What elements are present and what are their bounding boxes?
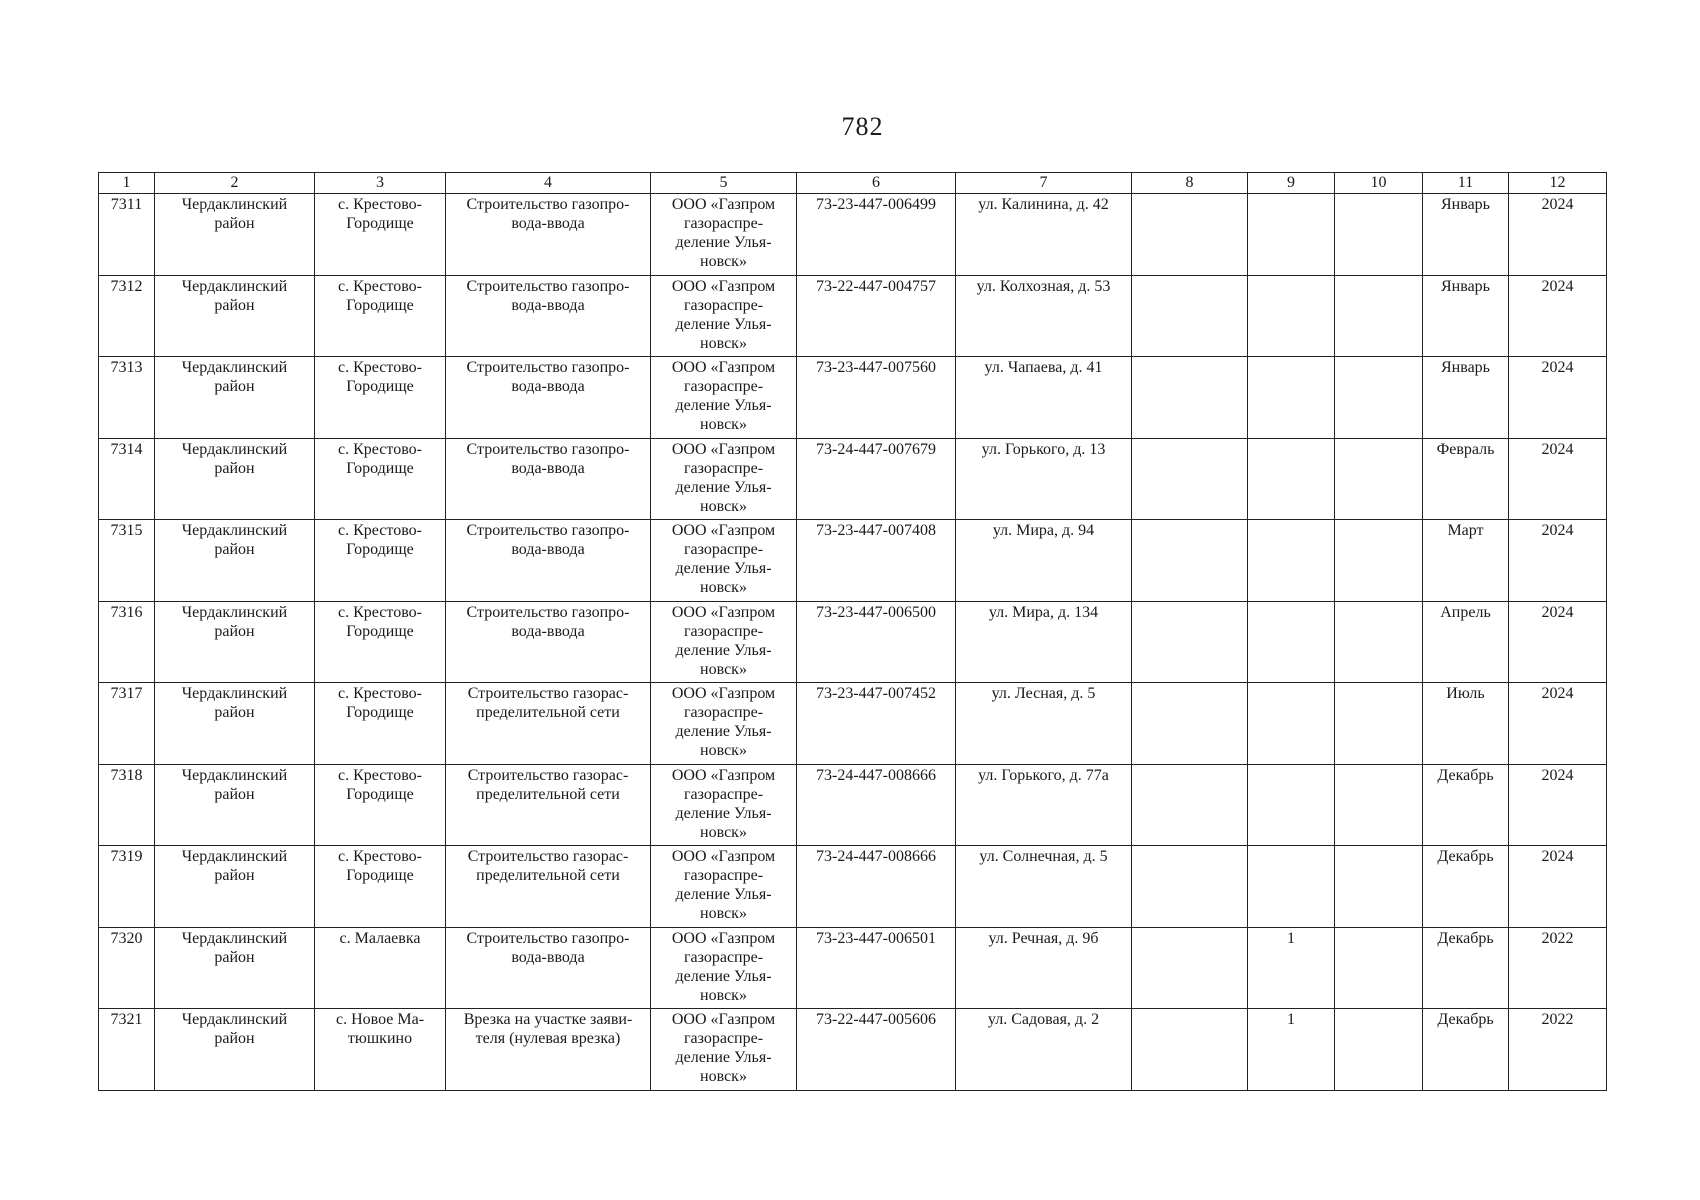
- organization-cell: ООО «Газпром газораспре- деление Улья- новск»: [651, 1009, 797, 1091]
- column-8-cell: [1132, 683, 1248, 765]
- column-header-10: 10: [1335, 173, 1423, 194]
- column-9-cell: [1248, 275, 1335, 357]
- organization-cell: ООО «Газпром газораспре- деление Улья- новск»: [651, 275, 797, 357]
- row-number: 7314: [99, 438, 155, 520]
- column-8-cell: [1132, 927, 1248, 1009]
- column-9-cell: [1248, 438, 1335, 520]
- year-cell: 2024: [1509, 357, 1607, 439]
- year-cell: 2024: [1509, 601, 1607, 683]
- month-cell: Декабрь: [1423, 846, 1509, 928]
- year-cell: 2024: [1509, 764, 1607, 846]
- column-8-cell: [1132, 846, 1248, 928]
- column-10-cell: [1335, 1009, 1423, 1091]
- column-9-cell: [1248, 357, 1335, 439]
- object-code-cell: 73-22-447-004757: [797, 275, 956, 357]
- column-10-cell: [1335, 438, 1423, 520]
- district-cell: Чердаклинский район: [155, 357, 315, 439]
- settlement-cell: с. Крестово- Городище: [315, 683, 446, 765]
- row-number: 7319: [99, 846, 155, 928]
- district-cell: Чердаклинский район: [155, 601, 315, 683]
- settlement-cell: с. Крестово- Городище: [315, 357, 446, 439]
- address-cell: ул. Горького, д. 77а: [956, 764, 1132, 846]
- table-row: [99, 601, 1607, 683]
- organization-cell: ООО «Газпром газораспре- деление Улья- новск»: [651, 764, 797, 846]
- table-row: [99, 764, 1607, 846]
- address-cell: ул. Чапаева, д. 41: [956, 357, 1132, 439]
- row-number: 7313: [99, 357, 155, 439]
- column-header-9: 9: [1248, 173, 1335, 194]
- address-cell: ул. Калинина, д. 42: [956, 194, 1132, 276]
- row-number: 7312: [99, 275, 155, 357]
- year-cell: 2024: [1509, 275, 1607, 357]
- column-10-cell: [1335, 275, 1423, 357]
- row-number: 7320: [99, 927, 155, 1009]
- district-cell: Чердаклинский район: [155, 846, 315, 928]
- table-row: [99, 846, 1607, 928]
- object-code-cell: 73-24-447-007679: [797, 438, 956, 520]
- table-row: [99, 275, 1607, 357]
- table-row: [99, 1009, 1607, 1091]
- table-row: [99, 438, 1607, 520]
- object-code-cell: 73-23-447-006499: [797, 194, 956, 276]
- organization-cell: ООО «Газпром газораспре- деление Улья- новск»: [651, 194, 797, 276]
- column-10-cell: [1335, 601, 1423, 683]
- work-type-cell: Строительство газопро- вода-ввода: [446, 601, 651, 683]
- column-8-cell: [1132, 275, 1248, 357]
- column-8-cell: [1132, 520, 1248, 602]
- address-cell: ул. Мира, д. 94: [956, 520, 1132, 602]
- settlement-cell: с. Крестово- Городище: [315, 194, 446, 276]
- work-type-cell: Строительство газопро- вода-ввода: [446, 438, 651, 520]
- organization-cell: ООО «Газпром газораспре- деление Улья- новск»: [651, 683, 797, 765]
- column-header-7: 7: [956, 173, 1132, 194]
- district-cell: Чердаклинский район: [155, 438, 315, 520]
- table-row: [99, 357, 1607, 439]
- month-cell: Март: [1423, 520, 1509, 602]
- year-cell: 2022: [1509, 1009, 1607, 1091]
- column-10-cell: [1335, 520, 1423, 602]
- column-header-8: 8: [1132, 173, 1248, 194]
- column-8-cell: [1132, 357, 1248, 439]
- settlement-cell: с. Новое Ма- тюшкино: [315, 1009, 446, 1091]
- address-cell: ул. Мира, д. 134: [956, 601, 1132, 683]
- registry-table: [98, 172, 1607, 1091]
- row-number: 7316: [99, 601, 155, 683]
- table-row: [99, 520, 1607, 602]
- column-9-cell: 1: [1248, 927, 1335, 1009]
- object-code-cell: 73-23-447-007560: [797, 357, 956, 439]
- work-type-cell: Строительство газорас- пределительной сети: [446, 846, 651, 928]
- work-type-cell: Строительство газопро- вода-ввода: [446, 927, 651, 1009]
- column-header-4: 4: [446, 173, 651, 194]
- column-8-cell: [1132, 764, 1248, 846]
- district-cell: Чердаклинский район: [155, 275, 315, 357]
- table-body: [99, 194, 1607, 1091]
- table-row: [99, 683, 1607, 765]
- row-number: 7317: [99, 683, 155, 765]
- year-cell: 2022: [1509, 927, 1607, 1009]
- column-9-cell: [1248, 683, 1335, 765]
- month-cell: Июль: [1423, 683, 1509, 765]
- organization-cell: ООО «Газпром газораспре- деление Улья- новск»: [651, 846, 797, 928]
- organization-cell: ООО «Газпром газораспре- деление Улья- новск»: [651, 520, 797, 602]
- column-8-cell: [1132, 194, 1248, 276]
- column-9-cell: [1248, 194, 1335, 276]
- column-9-cell: [1248, 520, 1335, 602]
- column-header-11: 11: [1423, 173, 1509, 194]
- object-code-cell: 73-22-447-005606: [797, 1009, 956, 1091]
- row-number: 7318: [99, 764, 155, 846]
- district-cell: Чердаклинский район: [155, 1009, 315, 1091]
- column-9-cell: [1248, 601, 1335, 683]
- settlement-cell: с. Крестово- Городище: [315, 601, 446, 683]
- object-code-cell: 73-24-447-008666: [797, 846, 956, 928]
- organization-cell: ООО «Газпром газораспре- деление Улья- новск»: [651, 357, 797, 439]
- year-cell: 2024: [1509, 520, 1607, 602]
- column-10-cell: [1335, 764, 1423, 846]
- column-header-3: 3: [315, 173, 446, 194]
- month-cell: Декабрь: [1423, 1009, 1509, 1091]
- table-row: [99, 194, 1607, 276]
- page-number: 782: [841, 112, 884, 141]
- column-10-cell: [1335, 194, 1423, 276]
- year-cell: 2024: [1509, 846, 1607, 928]
- address-cell: ул. Горького, д. 13: [956, 438, 1132, 520]
- address-cell: ул. Речная, д. 9б: [956, 927, 1132, 1009]
- work-type-cell: Строительство газопро- вода-ввода: [446, 275, 651, 357]
- organization-cell: ООО «Газпром газораспре- деление Улья- новск»: [651, 927, 797, 1009]
- district-cell: Чердаклинский район: [155, 194, 315, 276]
- district-cell: Чердаклинский район: [155, 683, 315, 765]
- column-8-cell: [1132, 601, 1248, 683]
- column-10-cell: [1335, 846, 1423, 928]
- object-code-cell: 73-23-447-007452: [797, 683, 956, 765]
- column-header-6: 6: [797, 173, 956, 194]
- month-cell: Февраль: [1423, 438, 1509, 520]
- object-code-cell: 73-23-447-007408: [797, 520, 956, 602]
- column-10-cell: [1335, 683, 1423, 765]
- district-cell: Чердаклинский район: [155, 927, 315, 1009]
- column-header-12: 12: [1509, 173, 1607, 194]
- object-code-cell: 73-23-447-006501: [797, 927, 956, 1009]
- month-cell: Апрель: [1423, 601, 1509, 683]
- work-type-cell: Строительство газопро- вода-ввода: [446, 357, 651, 439]
- work-type-cell: Строительство газорас- пределительной сети: [446, 683, 651, 765]
- settlement-cell: с. Крестово- Городище: [315, 438, 446, 520]
- column-header-5: 5: [651, 173, 797, 194]
- organization-cell: ООО «Газпром газораспре- деление Улья- новск»: [651, 601, 797, 683]
- header-row: [99, 173, 1607, 194]
- work-type-cell: Строительство газопро- вода-ввода: [446, 194, 651, 276]
- month-cell: Декабрь: [1423, 927, 1509, 1009]
- object-code-cell: 73-23-447-006500: [797, 601, 956, 683]
- object-code-cell: 73-24-447-008666: [797, 764, 956, 846]
- district-cell: Чердаклинский район: [155, 520, 315, 602]
- work-type-cell: Строительство газопро- вода-ввода: [446, 520, 651, 602]
- column-8-cell: [1132, 438, 1248, 520]
- year-cell: 2024: [1509, 438, 1607, 520]
- settlement-cell: с. Крестово- Городище: [315, 520, 446, 602]
- column-9-cell: 1: [1248, 1009, 1335, 1091]
- address-cell: ул. Лесная, д. 5: [956, 683, 1132, 765]
- work-type-cell: Врезка на участке заяви- теля (нулевая врезка): [446, 1009, 651, 1091]
- column-9-cell: [1248, 764, 1335, 846]
- column-8-cell: [1132, 1009, 1248, 1091]
- row-number: 7315: [99, 520, 155, 602]
- table-row: [99, 927, 1607, 1009]
- month-cell: Январь: [1423, 194, 1509, 276]
- organization-cell: ООО «Газпром газораспре- деление Улья- новск»: [651, 438, 797, 520]
- column-header-2: 2: [155, 173, 315, 194]
- row-number: 7321: [99, 1009, 155, 1091]
- district-cell: Чердаклинский район: [155, 764, 315, 846]
- column-10-cell: [1335, 927, 1423, 1009]
- address-cell: ул. Садовая, д. 2: [956, 1009, 1132, 1091]
- column-9-cell: [1248, 846, 1335, 928]
- settlement-cell: с. Малаевка: [315, 927, 446, 1009]
- settlement-cell: с. Крестово- Городище: [315, 764, 446, 846]
- settlement-cell: с. Крестово- Городище: [315, 846, 446, 928]
- table-header: [99, 173, 1607, 194]
- address-cell: ул. Солнечная, д. 5: [956, 846, 1132, 928]
- year-cell: 2024: [1509, 194, 1607, 276]
- address-cell: ул. Колхозная, д. 53: [956, 275, 1132, 357]
- column-10-cell: [1335, 357, 1423, 439]
- month-cell: Декабрь: [1423, 764, 1509, 846]
- month-cell: Январь: [1423, 357, 1509, 439]
- settlement-cell: с. Крестово- Городище: [315, 275, 446, 357]
- column-header-1: 1: [99, 173, 155, 194]
- work-type-cell: Строительство газорас- пределительной сети: [446, 764, 651, 846]
- year-cell: 2024: [1509, 683, 1607, 765]
- month-cell: Январь: [1423, 275, 1509, 357]
- row-number: 7311: [99, 194, 155, 276]
